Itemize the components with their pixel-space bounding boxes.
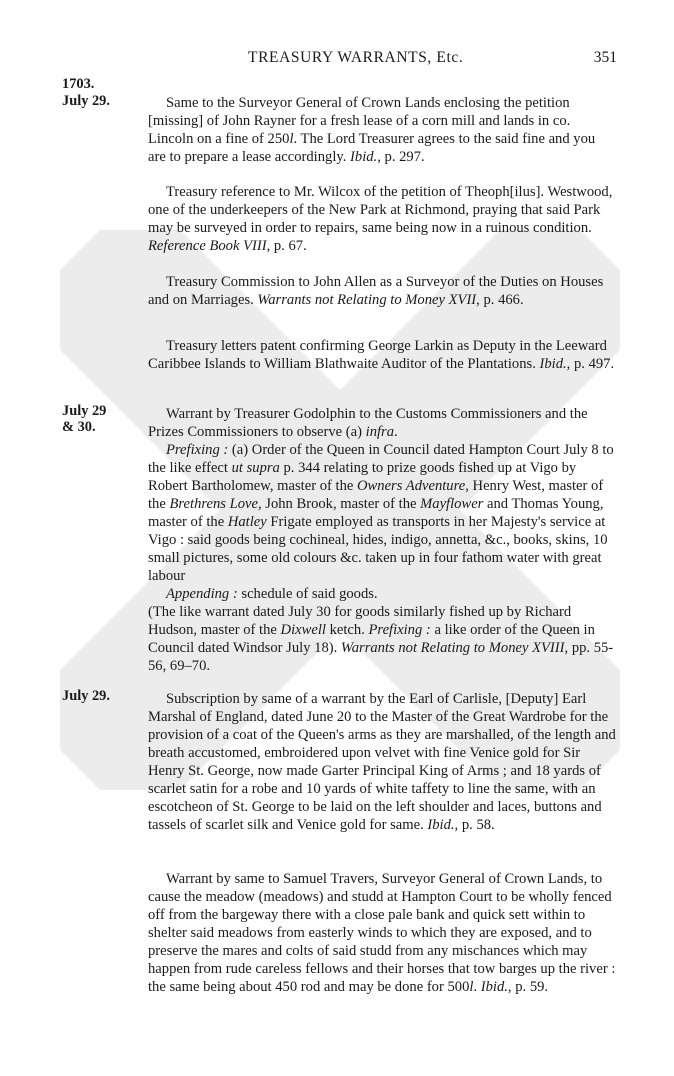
entry-travers-warrant: Warrant by same to Samuel Travers, Surveyor General of Crown Lands, to cause the meadow (meadows) and studd at Hampton Court to be wholly fenced off from the bargeway there with a close pale bank and quick sett within to shelter said meadows from easterly winds to which they are exposed, and to preserve the mares and colts of said studd from any mischances which may happen from rude careless fellows and their horses that tow barges up the river : the same being about 450 rod and may be done for 500l. Ibid., p. 59. (148, 871, 616, 995)
margin-year: 1703. (62, 76, 95, 92)
page-header (0, 49, 674, 71)
margin-date-july-29-second: July 29. (62, 688, 110, 704)
page-number: 351 (593, 49, 617, 66)
entry-westwood-petition: Treasury reference to Mr. Wilcox of the petition of Theoph[ilus]. Westwood, one of the underkeepers of the New Park at Richmond, praying that said Park may be surveyed in order to repairs, same being now in a ruinous condition. Reference Book VIII, p. 67. (148, 184, 613, 254)
margin-date-july-29: July 29. (62, 93, 110, 109)
entry-allen-commission: Treasury Commission to John Allen as a Surveyor of the Duties on Houses and on Marriages. Warrants not Relating to Money XVII, p. 466. (148, 274, 604, 308)
entry-godolphin-warrant: Warrant by Treasurer Godolphin to the Customs Commissioners and the Prizes Commissioners to observe (a) infra. Prefixing : (a) Order of the Queen in Council dated Hampton Court July 8 to the like effect ut supra p. 344 relating to prize goods fished up at Vigo by Robert Bartholomew, master of the Owners Adventure, Henry West, master of the Brethrens Love, John Brook, master of the Mayflower and Thomas Young, master of the Hatley Frigate employed as transports in her Majesty's service at Vigo : said goods being cochineal, hides, indigo, annetta, &c., books, skins, 10 small pictures, some old colours &c. taken up in four fathom water with great labour Appending : schedule of said goods. (The like warrant dated July 30 for goods similarly fished up by Richard Hudson, master of the Dixwell ketch. Prefixing : a like order of the Queen in Council dated Windsor July 18). Warrants not Relating to Money XVIII, pp. 55-56, 69–70. (148, 406, 614, 674)
entry-rayner-lease: Same to the Surveyor General of Crown Lands enclosing the petition [missing] of John Rayner for a fresh lease of a corn mill and lands in co. Lincoln on a fine of 250l. The Lord Treasurer agrees to the said fine and you are to prepare a lease accordingly. Ibid., p. 297. (148, 95, 596, 165)
margin-date-july-29-30 (62, 403, 106, 435)
entry-carlisle-warrant: Subscription by same of a warrant by the Earl of Carlisle, [Deputy] Earl Marshal of England, dated June 20 to the Master of the Great Wardrobe for the provision of a coat of the Queen's arms as they are marshalled, of the length and breath accustomed, embroidered upon velvet with fine Venice gold for Sir Henry St. George, now made Garter Principal King of Arms ; and 18 yards of scarlet satin for a robe and 10 yards of white taffety to line the same, with an escotcheon of St. George to be laid on the left shoulder and laces, buttons and tassels of scarlet silk and Venice gold for same. Ibid., p. 58. (148, 691, 616, 833)
entry-larkin-patent: Treasury letters patent confirming George Larkin as Deputy in the Leeward Caribbee Islands to William Blathwaite Auditor of the Plantations. Ibid., p. 497. (148, 338, 615, 372)
margin-date-line-2: & 30. (62, 419, 96, 435)
running-title: TREASURY WARRANTS, Etc. (248, 49, 464, 66)
margin-date-line-1: July 29 (62, 403, 107, 419)
